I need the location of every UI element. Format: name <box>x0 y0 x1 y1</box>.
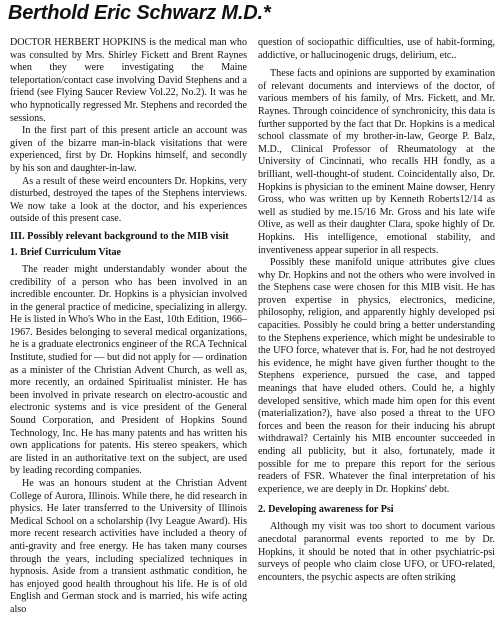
intro-paragraph: In the first part of this present article an account was given of the bizarre man-in-black visitations that were experienced, first by Dr. Hopkins himself, and secondly by his son and daughter-in-law. <box>10 125 247 174</box>
body-paragraph: These facts and opinions are supported by examination of relevant documents and interviews of the doctor, of various members of his family, of Mrs. Fickett, and Mr. Raynes. Through coincidence of synchronicity, this data is further supported by the fact that Dr. Hopkins is a medical school classmate of my brother-in-law, George P. Balz, M.D., Clinical Professor of Rheumatology at the University of Cincinnati, who recalls HH fondly, as a brilliant, well-thought-of student. Coincidentally also, Dr. Hopkins is physician to the eminent Maine dowser, Henry Gross, who was written up by Kenneth Roberts12/14 as well as studied by me.15/16 Mr. Gross and his late wife Olive, as well as their daughter Clara, spoke highly of Dr. Hopkins. His intelligence, emotional stability, and inventiveness appear superior in all respects. <box>258 68 495 256</box>
section-heading: III. Possibly relevant background to the MIB visit <box>10 230 229 242</box>
left-column <box>10 37 247 617</box>
body-paragraph: Possibly these manifold unique attributes give clues why Dr. Hopkins and not the others who were involved in the Stephens case were chosen for this MIB visit. He has proven expertise in physics, electronics, medicine, philosophy, religion, and apparently highly developed psi capacities. Possibly he could bring a better understanding to the Stephens experience, which might be undesirable to the UFO force, whatever that is. For, had he not destroyed his evidence, he might have given further thought to the Stephens experience, pursued the case, and tapped meanings that have eluded others. Could he, a highly developed sensitive, which made him open for this event (materialization?), have also posed a threat to the UFO forces and been the reason for their inducing his abrupt withdrawal? Certainly his MIB encounter succeeded in ending all publicity, but it also, fortunately, made it possible for me to prepare this report for the serious readers of FSR. Whatever the final interpretation of his experience, we are deeply in Dr. Hopkins' debt. <box>258 257 495 495</box>
body-paragraph: Although my visit was too short to document various anecdotal paranormal events reported to me by Dr. Hopkins, it should be noted that in other psychiatric-psi surveys of people who claim close UFO, or UFO-related, encounters, the psychic aspects are often striking <box>258 521 495 583</box>
intro-paragraph: DOCTOR HERBERT HOPKINS is the medical man who was consulted by Mrs. Shirley Fickett and Brent Raynes when they were investigating the Maine teleportation/contact case involving David Stephens and a friend (see Flying Saucer Review Vol.22, No.2). It was he who hypnotically regressed Mr. Stephens and recorded the sessions. <box>10 37 247 124</box>
continued-paragraph: question of sociopathic difficulties, use of habit-forming, addictive, or hallucinogenic drugs, delirium, etc.. <box>258 37 495 61</box>
right-column <box>258 37 495 584</box>
cv-paragraph: The reader might understandably wonder about the credibility of a person who has been involved in an incredible encounter. Dr. Hopkins is a physician involved in the general practice of medicine, specializing in allergy. He is listed in Who's Who in the East, 10th Edition, 1966–1967. Besides belonging to several medical organizations, he is a graduate electronics engineer of the RCA Technical Institute, studied for — but did not apply for — ordination as a minister of the Christian Advent Church, as well as, more recently, an ordained Spiritualist minister. He has been involved in private research on electro-acoustic and electronic systems and is vice president of the General Sound Corporation, and President of Hopkins Sound Technology, Inc. He has many patents and has written his own applications for patents. His stereo speakers, which are listed in an authoritative text on the subject, are used by leading recording companies. <box>10 263 247 477</box>
subsection-heading: 1. Brief Curriculum Vitae <box>10 246 122 258</box>
subsection-heading: 2. Developing awareness for Psi <box>258 504 394 516</box>
intro-paragraph: As a result of these weird encounters Dr. Hopkins, very disturbed, destroyed the tapes of the Stephens interviews. We now take a look at the doctor, and his experiences outside of this present case. <box>10 175 247 225</box>
author-byline: Berthold Eric Schwarz M.D.* <box>8 2 271 24</box>
cv-paragraph: He was an honours student at the Christian Advent College of Aurora, Illinois. While there, he did research in physics. He later transferred to the University of Illinois Medical School on a scholarship (Ivy League Award). His more recent research activities have included a theory of anti-gravity and free energy. He has taken many courses through the years, including specialized techniques in hypnosis. Aside from a transient asthmatic condition, he has enjoyed good health throughout his life. He is of old English and German stock and is married, his wife acting also <box>10 478 247 615</box>
